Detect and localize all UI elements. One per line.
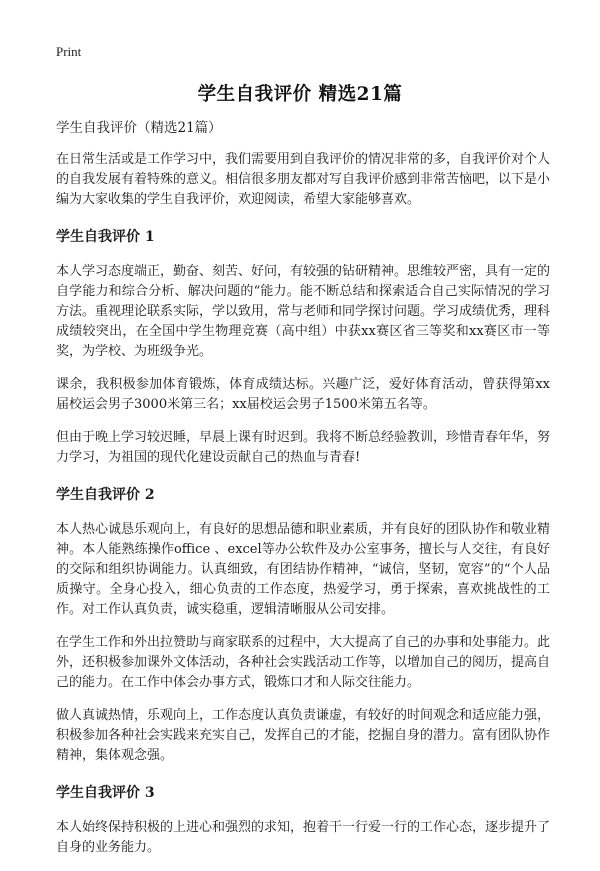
section-3-paragraph-1: 本人始终保持积极的上进心和强烈的求知，抱着干一行爱一行的工作心态，逐步提升了自身的业务能力。 [56,820,551,855]
intro-paragraph: 在日常生活或是工作学习中，我们需要用到自我评价的情况非常的多，自我评价对个人的自我发展有着特殊的意义。相信很多朋友都对写自我评价感到非常苦恼吧，以下是小编为大家收集的学生自我评价，欢迎阅读，希望大家能够喜欢。 [56,152,551,207]
section-2-paragraph-3: 做人真诚热情，乐观向上，工作态度认真负责谦虚，有较好的时间观念和适应能力强，积极参加各种社会实践来充实自己，发挥自己的才能，挖掘自身的潜力。富有团队协作精神，集体观念强。 [56,708,551,763]
page-title: 学生自我评价 精选21篇 [197,84,403,105]
section-heading-2: 学生自我评价 2 [56,487,155,503]
print-link[interactable]: Print [56,44,82,59]
section-2-paragraph-2: 在学生工作和外出拉赞助与商家联系的过程中，大大提高了自己的办事和处事能力。此外，还积极参加课外文体活动，各种社会实践活动工作等，以增加自己的阅历，提高自己的能力。在工作中体会办事方式，锻炼口才和人际交往能力。 [56,635,551,690]
section-heading-1: 学生自我评价 1 [56,229,155,245]
section-1-paragraph-1: 本人学习态度端正，勤奋、刻苦、好问，有较强的钻研精神。思维较严密，具有一定的自学能力和综合分析、解决问题的“能力。能不断总结和探索适合自己实际情况的学习方法。重视理论联系实际，学以致用，常与老师和同学探讨问题。学习成绩优秀，理科成绩较突出，在全国中学生物理竞赛（高中组）中获xx赛区省三等奖和xx赛区市一等奖，为学校、为班级争光。 [56,264,551,359]
article-body [56,118,550,871]
section-1-paragraph-3: 但由于晚上学习较迟睡，早晨上课有时迟到。我将不断总经验教训，珍惜青春年华，努力学习，为祖国的现代化建设贡献自己的热血与青春! [56,430,551,465]
section-heading-3: 学生自我评价 3 [56,785,155,801]
article-subtitle: 学生自我评价（精选21篇） [56,120,222,136]
section-1-paragraph-2: 课余，我积极参加体育锻炼，体育成绩达标。兴趣广泛，爱好体育活动，曾获得第xx届校运会男子3000米第三名；xx届校运会男子1500米第五名等。 [56,377,550,412]
section-2-paragraph-1: 本人热心诚恳乐观向上，有良好的思想品德和职业素质，并有良好的团队协作和敬业精神。本人能熟练操作office 、excel等办公软件及办公室事务，擅长与人交往，有良好的交际和组织协调能力。认真细致，有团结协作精神，“诚信，坚韧，宽容”的“个人品质操守。全身心投入，细心负责的工作态度，热爱学习，勇于探索，喜欢挑战性的工作。对工作认真负责，诚实稳重，逻辑清晰服从公司安排。 [56,522,551,617]
